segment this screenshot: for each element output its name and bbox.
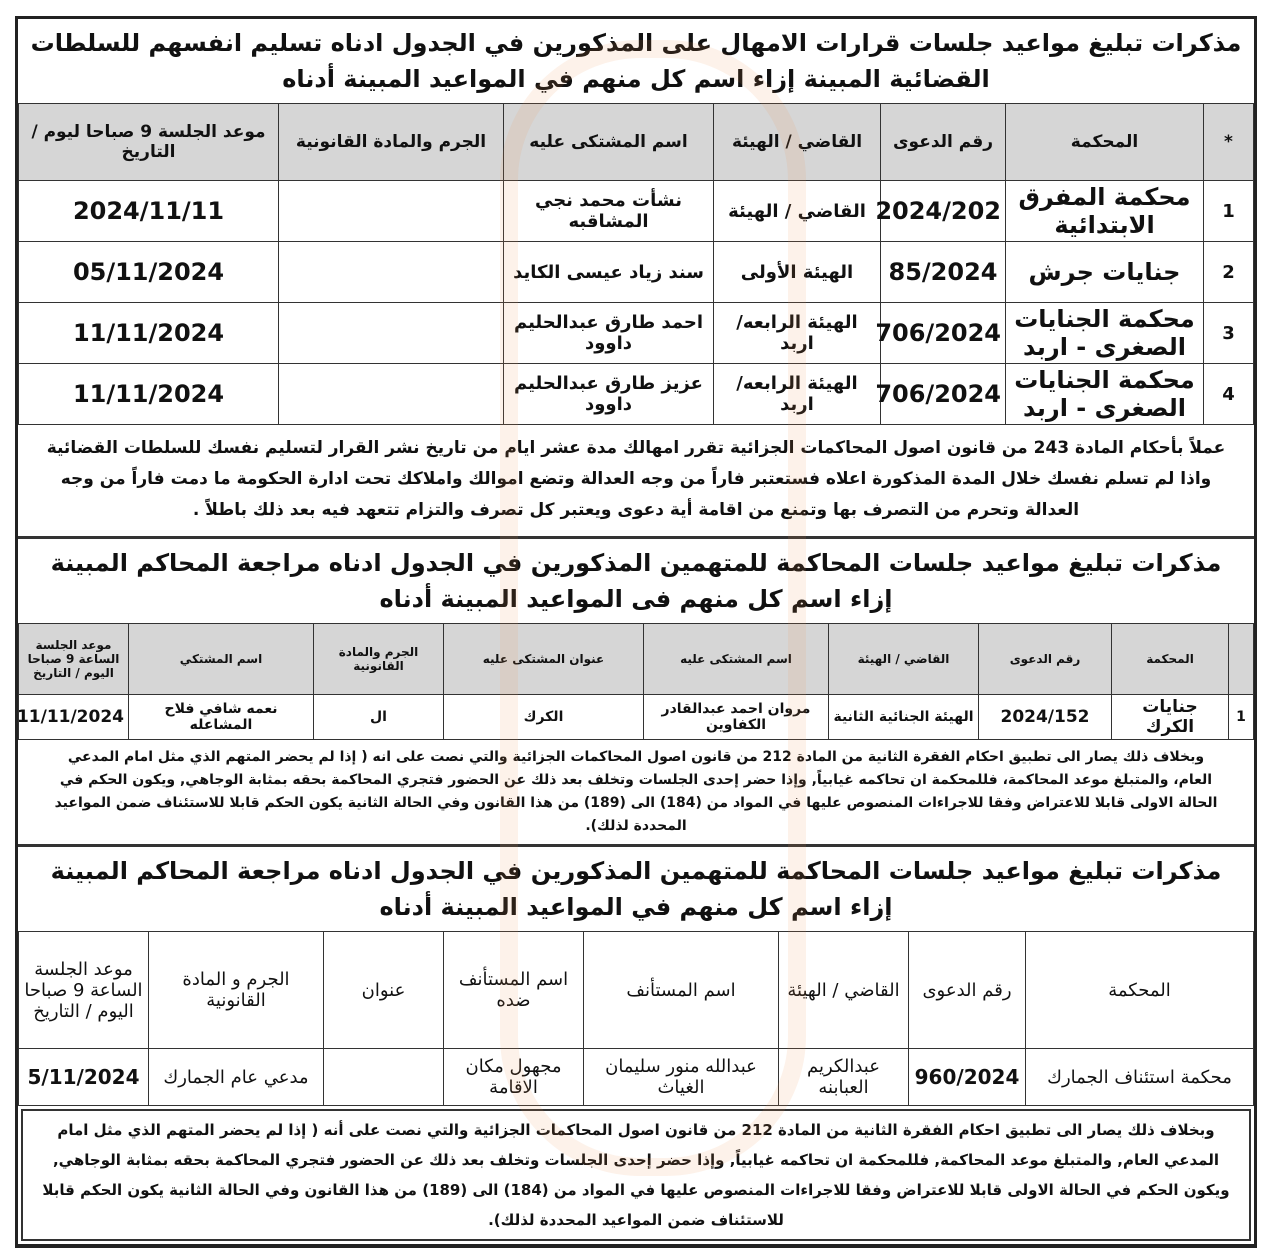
table-cell (279, 364, 504, 425)
table-cell: سند زياد عيسى الكايد (504, 242, 714, 303)
column-header: اسم المشتكى عليه (504, 104, 714, 181)
table-cell: الهيئة الجنائية الثانية (829, 695, 979, 740)
section-appeal-notices (18, 847, 1254, 1241)
section2-title: مذكرات تبليغ مواعيد جلسات المحاكمة للمتهمين المذكورين في الجدول ادناه مراجعة المحاكم المبينة إزاء اسم كل منهم فى المواعيد المبينة أدناه (50, 549, 1222, 613)
section3-title: مذكرات تبليغ مواعيد جلسات المحاكمة للمتهمين المذكورين في الجدول ادناه مراجعة المحاكم المبينة إزاء اسم كل منهم في المواعيد المبينة أدناه (50, 857, 1222, 921)
column-header: اسم المشتكى عليه (644, 624, 829, 695)
table-cell (279, 242, 504, 303)
table-cell: 05/11/2024 (19, 242, 279, 303)
column-header: موعد الجلسة الساعة 9 صباحا اليوم / التاريخ (19, 624, 129, 695)
table-cell: 1 (1204, 181, 1254, 242)
table-cell (324, 1049, 444, 1106)
table-cell: عزيز طارق عبدالحليم داوود (504, 364, 714, 425)
table-cell: 11/11/2024 (19, 303, 279, 364)
column-header: القاضي / الهيئة (779, 932, 909, 1049)
section-deadline-notices (18, 19, 1254, 539)
table-row (19, 181, 1254, 242)
table-cell: جنايات جرش (1006, 242, 1204, 303)
table-cell: 5/11/2024 (19, 1049, 149, 1106)
column-header: الجرم و المادة القانونية (149, 932, 324, 1049)
table-cell: مجهول مكان الاقامة (444, 1049, 584, 1106)
table-row (19, 242, 1254, 303)
table-cell (279, 181, 504, 242)
table-header-row (19, 932, 1254, 1049)
table-cell: 2024/11/11 (19, 181, 279, 242)
table-cell: 11/11/2024 (19, 695, 129, 740)
section2-table (18, 623, 1254, 740)
table-cell: مدعي عام الجمارك (149, 1049, 324, 1106)
table-cell: الكرك (444, 695, 644, 740)
table-cell: 2024/202 (881, 181, 1006, 242)
table-cell: 4 (1204, 364, 1254, 425)
table-cell: مروان احمد عبدالقادر الكفاوين (644, 695, 829, 740)
table-header-row (19, 624, 1254, 695)
table-cell: 11/11/2024 (19, 364, 279, 425)
table-cell: ال (314, 695, 444, 740)
table-row (19, 1049, 1254, 1106)
table-cell: عبدالكريم العبابنه (779, 1049, 909, 1106)
legal-notices-page (15, 16, 1257, 1248)
column-header: موعد الجلسة الساعة 9 صباحا اليوم / التاريخ (19, 932, 149, 1049)
column-header: المحكمة (1112, 624, 1229, 695)
section1-paragraph: عملاً بأحكام المادة 243 من قانون اصول المحاكمات الجزائية تقرر امهالك مدة عشر ايام من تاريخ نشر القرار لتسليم نفسك للسلطات القضائية واذا لم تسلم نفسك خلال المدة المذكورة اعلاه فستعتبر فاراً من وجه العدالة وتضع اموالك واملاكك تحت ادارة الحكومة ما دمت فاراً من وجه العدالة وتحرم من التصرف بها وتمنع من اقامة أية دعوى ويعتبر كل تصرف والتزام تتعهد فيه بعد ذلك باطلاً . (46, 438, 1226, 520)
table-cell: 706/2024 (881, 364, 1006, 425)
table-cell: 1 (1229, 695, 1254, 740)
column-header: * (1204, 104, 1254, 181)
table-row (19, 695, 1254, 740)
column-header: رقم الدعوى (909, 932, 1026, 1049)
table-cell: جنايات الكرك (1112, 695, 1229, 740)
column-header: القاضي / الهيئة (829, 624, 979, 695)
column-header: رقم الدعوى (979, 624, 1112, 695)
column-header (1229, 624, 1254, 695)
table-cell: الهيئة الرابعه/ اربد (714, 364, 881, 425)
table-cell: الهيئة الأولى (714, 242, 881, 303)
table-cell (279, 303, 504, 364)
section1-title: مذكرات تبليغ مواعيد جلسات قرارات الامهال على المذكورين في الجدول ادناه تسليم انفسهم للسلطات القضائية المبينة إزاء اسم كل منهم في المواعيد المبينة أدناه (30, 29, 1242, 93)
column-header: القاضي / الهيئة (714, 104, 881, 181)
column-header: اسم المشتكي (129, 624, 314, 695)
column-header: عنوان (324, 932, 444, 1049)
table-cell: 2 (1204, 242, 1254, 303)
table-cell: الهيئة الرابعه/ اربد (714, 303, 881, 364)
table-cell: محكمة الجنايات الصغرى - اربد (1006, 303, 1204, 364)
section3-table (18, 931, 1254, 1106)
section2-paragraph: وبخلاف ذلك يصار الى تطبيق احكام الفقرة الثانية من المادة 212 من قانون اصول المحاكمات الجزائية والتي نصت على انه ( إذا لم يحضر المتهم الذي مثل امام المدعي العام، والمتبلغ موعد المحاكمة، فللمحكمة ان تحاكمه غيابياً, وإذا حضر إحدى الجلسات وتخلف بعد ذلك عن الحضور فتجري المحاكمة بحقه بمثابة الوجاهي, ويكون الحكم في الحالة الاولى قابلا للاعتراض وفقا للاجراءات المنصوص عليها في المواد من (184) الى (189) من هذا القانون وفي الحالة الثانية يكون الحكم قابلا للاستئناف ضمن المواعيد المحددة لذلك). (54, 749, 1218, 834)
table-cell: محكمة المفرق الابتدائية (1006, 181, 1204, 242)
table-header-row (19, 104, 1254, 181)
table-row (19, 364, 1254, 425)
column-header: الجرم والمادة القانونية (314, 624, 444, 695)
section1-table (18, 103, 1254, 425)
table-cell: محكمة الجنايات الصغرى - اربد (1006, 364, 1204, 425)
table-cell: 3 (1204, 303, 1254, 364)
table-cell: محكمة استئناف الجمارك (1026, 1049, 1254, 1106)
column-header: المحكمة (1026, 932, 1254, 1049)
table-cell: 2024/152 (979, 695, 1112, 740)
column-header: اسم المستأنف (584, 932, 779, 1049)
table-cell: 960/2024 (909, 1049, 1026, 1106)
column-header: المحكمة (1006, 104, 1204, 181)
table-cell: نشأت محمد نجي المشاقبه (504, 181, 714, 242)
table-cell: عبدالله منور سليمان الغياث (584, 1049, 779, 1106)
section-trial-notices (18, 539, 1254, 847)
table-row (19, 303, 1254, 364)
column-header: الجرم والمادة القانونية (279, 104, 504, 181)
table-cell: 706/2024 (881, 303, 1006, 364)
table-cell: نعمه شافي فلاح المشاعله (129, 695, 314, 740)
table-cell: احمد طارق عبدالحليم داوود (504, 303, 714, 364)
column-header: عنوان المشتكى عليه (444, 624, 644, 695)
table-cell: 85/2024 (881, 242, 1006, 303)
column-header: رقم الدعوى (881, 104, 1006, 181)
table-cell: القاضي / الهيئة (714, 181, 881, 242)
column-header: اسم المستأنف ضده (444, 932, 584, 1049)
section3-paragraph: وبخلاف ذلك يصار الى تطبيق احكام الفقرة الثانية من المادة 212 من قانون اصول المحاكمات الجزائية والتي نصت على أنه ( إذا لم يحضر المتهم الذي مثل امام المدعي العام, والمتبلغ موعد المحاكمة, فللمحكمة ان تحاكمه غيابياً, وإذا حضر إحدى الجلسات وتخلف بعد ذلك عن الحضور فتجري المحاكمة بحقه بمثابة الوجاهي, ويكون الحكم في الحالة الاولى قابلا للاعتراض وفقا للاجراءات المنصوص عليها في المواد من (184) الى (189) من هذا القانون وفي الحالة الثانية يكون الحكم قابلا للاستئناف ضمن المواعيد المحددة لذلك). (21, 1109, 1251, 1241)
column-header: موعد الجلسة 9 صباحا ليوم / التاريخ (19, 104, 279, 181)
